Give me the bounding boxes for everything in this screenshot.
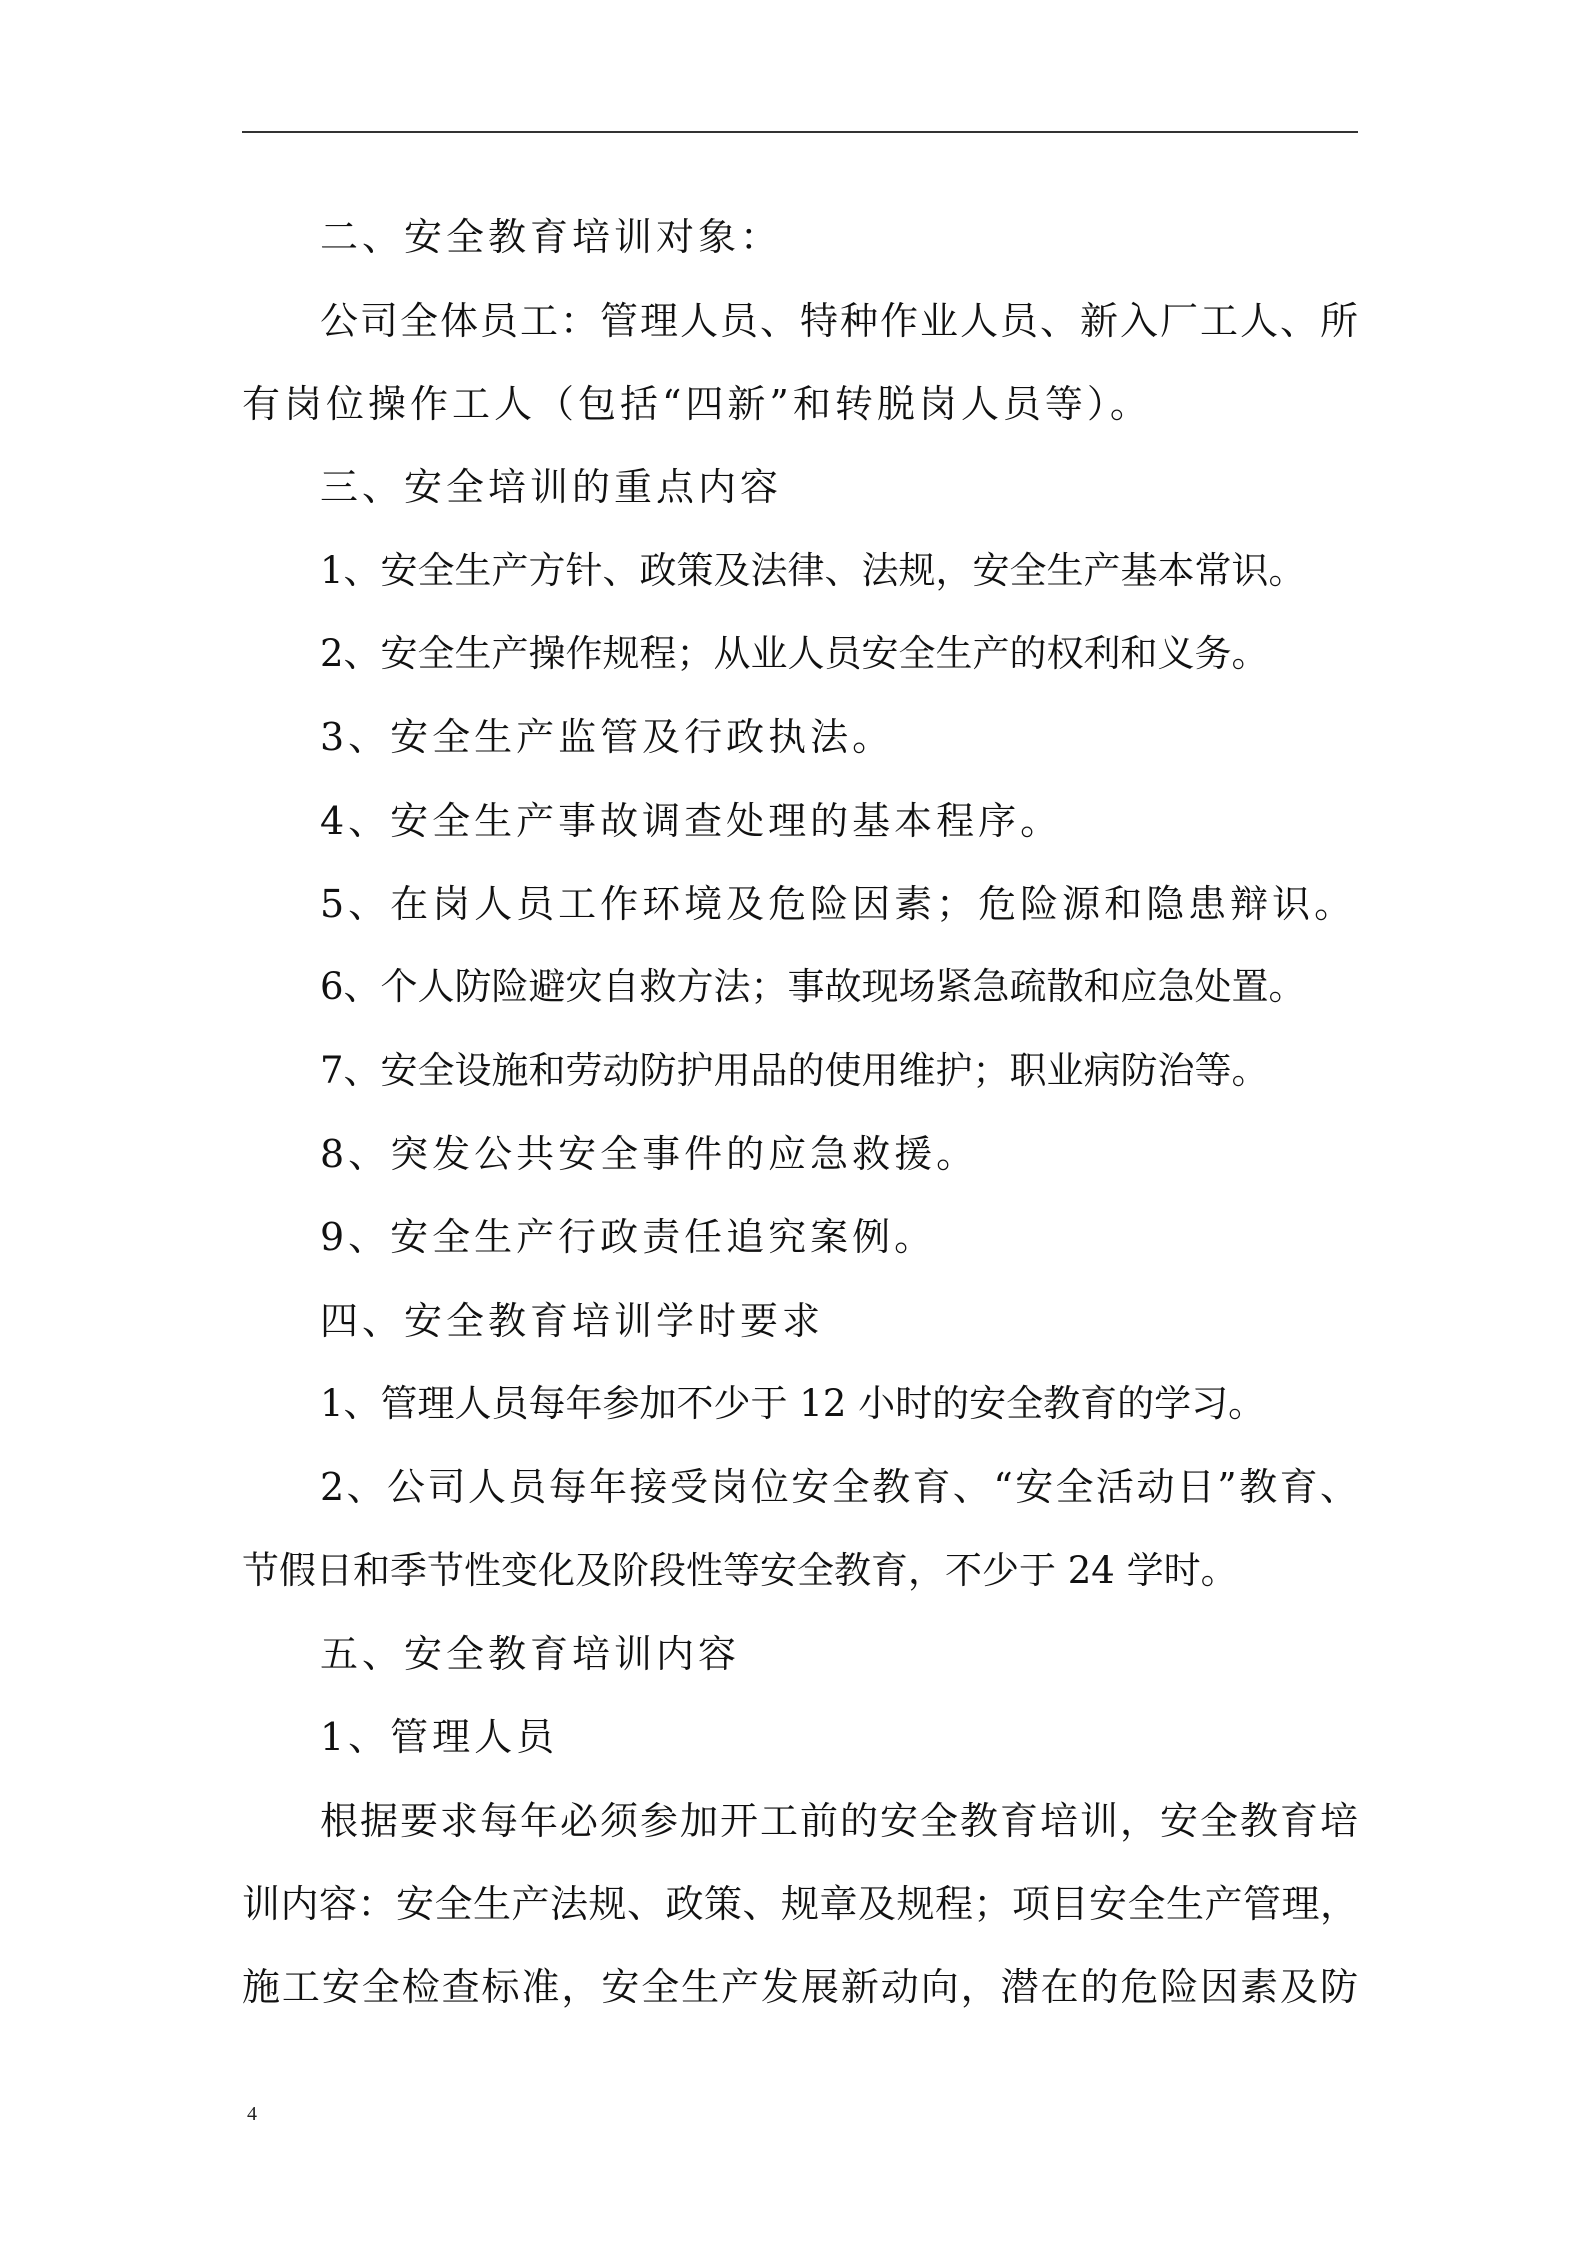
list-item: 1、安全生产方针、政策及法律、法规，安全生产基本常识。 bbox=[320, 549, 1306, 592]
list-item: 1、管理人员每年参加不少于 12 小时的安全教育的学习。 bbox=[320, 1382, 1266, 1425]
section-heading-2: 二、安全教育培训对象： bbox=[320, 215, 783, 259]
subsection-heading: 1、管理人员 bbox=[320, 1715, 559, 1759]
section-heading-3: 三、安全培训的重点内容 bbox=[320, 465, 783, 509]
paragraph-line: 节假日和季节性变化及阶段性等安全教育，不少于 24 学时。 bbox=[242, 1549, 1238, 1592]
list-item: 2、公司人员每年接受岗位安全教育、“安全活动日”教育、 bbox=[320, 1465, 1358, 1509]
paragraph-line: 训内容：安全生产法规、政策、规章及规程；项目安全生产管理， bbox=[242, 1882, 1358, 1926]
header-rule bbox=[242, 131, 1358, 133]
list-item: 3、安全生产监管及行政执法。 bbox=[320, 715, 895, 759]
page-number: 4 bbox=[247, 2103, 257, 2125]
paragraph-line: 施工安全检查标准，安全生产发展新动向，潜在的危险因素及防 bbox=[242, 1965, 1358, 2009]
paragraph-line: 根据要求每年必须参加开工前的安全教育培训，安全教育培 bbox=[320, 1799, 1358, 1843]
section-heading-5: 五、安全教育培训内容 bbox=[320, 1632, 741, 1676]
paragraph-line: 公司全体员工：管理人员、特种作业人员、新入厂工人、所 bbox=[320, 299, 1358, 343]
list-item: 2、安全生产操作规程；从业人员安全生产的权利和义务。 bbox=[320, 632, 1269, 675]
list-item: 9、安全生产行政责任追究案例。 bbox=[320, 1215, 937, 1259]
list-item: 4、安全生产事故调查处理的基本程序。 bbox=[320, 799, 1063, 843]
list-item: 6、个人防险避灾自救方法；事故现场紧急疏散和应急处置。 bbox=[320, 965, 1306, 1008]
paragraph-line: 有岗位操作工人（包括“四新”和转脱岗人员等）。 bbox=[242, 382, 1152, 426]
list-item: 7、安全设施和劳动防护用品的使用维护；职业病防治等。 bbox=[320, 1049, 1269, 1092]
section-heading-4: 四、安全教育培训学时要求 bbox=[320, 1299, 825, 1343]
list-item: 8、突发公共安全事件的应急救援。 bbox=[320, 1132, 979, 1176]
list-item: 5、在岗人员工作环境及危险因素；危险源和隐患辩识。 bbox=[320, 882, 1357, 926]
